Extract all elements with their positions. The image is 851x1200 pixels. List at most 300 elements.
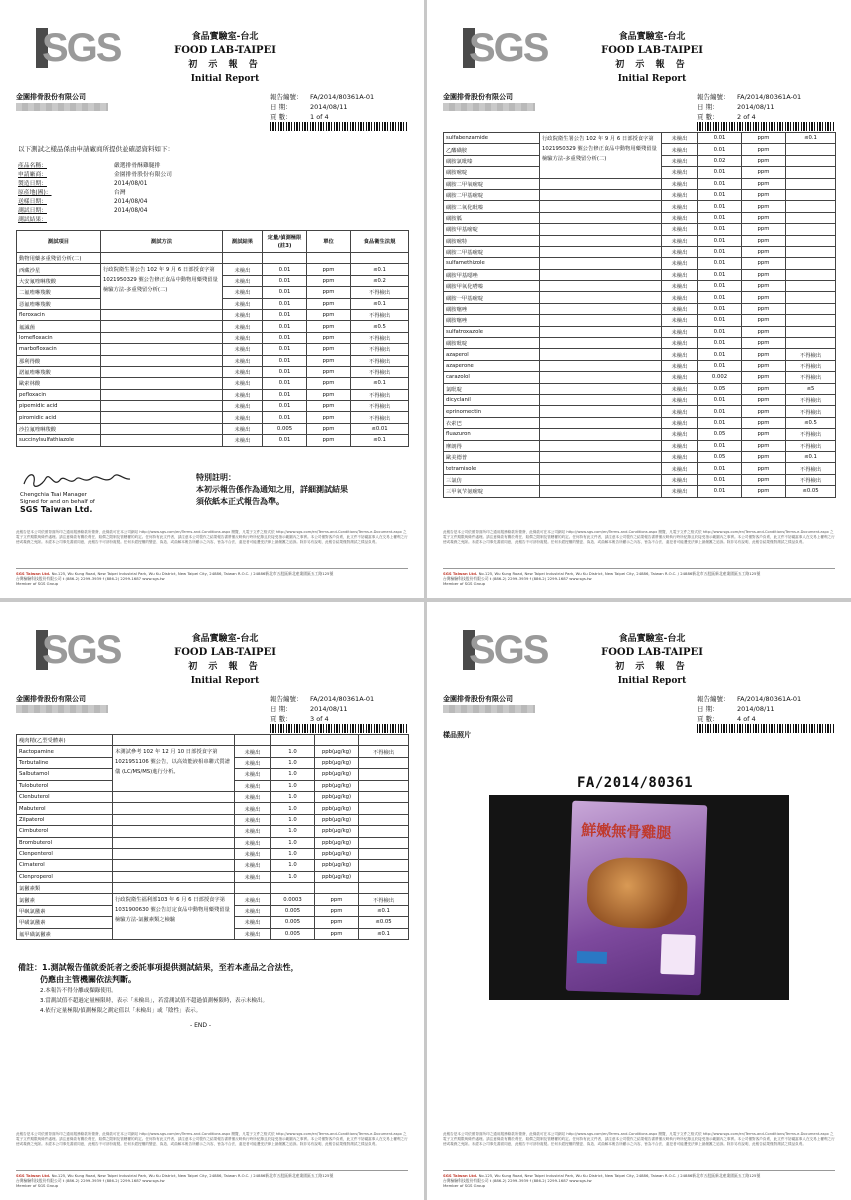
analyte-cell: fluazuron bbox=[444, 429, 540, 440]
empty-cell bbox=[540, 326, 662, 337]
analyte-cell: 歐美德普 bbox=[444, 451, 540, 462]
empty-cell bbox=[540, 338, 662, 349]
analyte-cell: 氟甲磺氯黴素 bbox=[17, 928, 113, 939]
regulation-cell bbox=[786, 167, 836, 178]
empty-cell bbox=[315, 883, 359, 894]
result-cell: 未檢出 bbox=[662, 326, 698, 337]
analyte-cell: 乙醯磺胺 bbox=[444, 144, 540, 155]
unit-cell: ppm bbox=[742, 212, 786, 223]
field-value: 2014/08/04 bbox=[114, 199, 148, 205]
unit-cell: ppm bbox=[307, 355, 351, 366]
limit-cell: 0.01 bbox=[698, 463, 742, 474]
results-table bbox=[16, 734, 409, 940]
unit-cell: ppb(μg/kg) bbox=[315, 837, 359, 848]
table-row bbox=[17, 746, 409, 757]
unit-cell: ppm bbox=[742, 315, 786, 326]
unit-cell: ppm bbox=[307, 378, 351, 389]
regulation-cell: 不得檢出 bbox=[786, 372, 836, 383]
method-cell: 行政院衛生署公告 102 年 9 月 6 日部授食字第1021950329 號公告修正食品中動物用藥殘留量檢驗方法-多重殘留分析(二) bbox=[101, 264, 223, 310]
regulation-cell bbox=[786, 155, 836, 166]
column-header: 測試結果 bbox=[223, 231, 263, 253]
table-row bbox=[17, 321, 409, 332]
redacted-address bbox=[16, 705, 108, 713]
analyte-cell: azaperone bbox=[444, 360, 540, 371]
regulation-cell bbox=[359, 769, 409, 780]
unit-cell: ppm bbox=[307, 275, 351, 286]
table-row bbox=[444, 429, 836, 440]
analyte-cell: 磺胺甲氧化嗒嗪 bbox=[444, 281, 540, 292]
result-cell: 未檢出 bbox=[223, 332, 263, 343]
unit-cell: ppm bbox=[742, 383, 786, 394]
table-row bbox=[444, 235, 836, 246]
unit-cell: ppm bbox=[742, 133, 786, 144]
handwritten-signature bbox=[20, 470, 135, 492]
table-row bbox=[444, 189, 836, 200]
analyte-cell: 惡氟喹啉羧酸 bbox=[17, 298, 101, 309]
table-row bbox=[444, 178, 836, 189]
analyte-cell: Cimbuterol bbox=[17, 826, 113, 837]
regulation-cell bbox=[359, 860, 409, 871]
analyte-cell: sulfabenzamide bbox=[444, 133, 540, 144]
method-cell: 本測試參考 102 年 12 月 10 日部授食字第1021951106 號公告，以高效能液相串聯式質譜儀 (LC/MS/MS)進行分析。 bbox=[113, 746, 235, 792]
limit-cell: 0.01 bbox=[698, 486, 742, 497]
limit-cell: 0.01 bbox=[698, 201, 742, 212]
table-row bbox=[444, 463, 836, 474]
unit-cell: ppm bbox=[742, 440, 786, 451]
empty-cell bbox=[540, 463, 662, 474]
limit-cell: 0.01 bbox=[698, 326, 742, 337]
analyte-cell: 二氟喹啉羧酸 bbox=[17, 287, 101, 298]
regulation-cell bbox=[359, 791, 409, 802]
empty-cell bbox=[351, 253, 409, 264]
signer-company: SGS Taiwan Ltd. bbox=[20, 505, 93, 514]
field-value: 2014/08/04 bbox=[114, 208, 148, 214]
sample-field bbox=[18, 180, 172, 189]
empty-cell bbox=[315, 735, 359, 746]
limit-cell: 0.01 bbox=[698, 338, 742, 349]
unit-cell: ppm bbox=[742, 189, 786, 200]
regulation-cell: 不得檢出 bbox=[786, 440, 836, 451]
empty-cell bbox=[540, 224, 662, 235]
unit-cell: ppm bbox=[742, 349, 786, 360]
result-cell: 未檢出 bbox=[235, 917, 271, 928]
result-cell: 未檢出 bbox=[235, 928, 271, 939]
analyte-cell: 大安氟喹啉羧酸 bbox=[17, 275, 101, 286]
regulation-cell: 不得檢出 bbox=[786, 360, 836, 371]
regulation-cell bbox=[786, 189, 836, 200]
result-cell: 未檢出 bbox=[235, 746, 271, 757]
report-page-3 bbox=[0, 602, 424, 1200]
limit-cell: 0.01 bbox=[698, 417, 742, 428]
remarks: 備註：1.測試報告僅就委託者之委託事項提供測試結果，至若本產品之合法性， 仍應由主管機關依法判斷。 2.本報告不得分離或擷錄使用。 3.當測試值不超過定量極限時，表示「未檢出」，若當測試值不超過偵測極限時，表示未檢出。 4.依行定量極限/偵測極限之測定值以「未檢出」或「陰性」表示。 bbox=[18, 963, 299, 1014]
redacted-address bbox=[16, 103, 108, 111]
client-name: 金園排骨股份有限公司 bbox=[443, 695, 513, 703]
unit-cell: ppm bbox=[742, 474, 786, 485]
table-row bbox=[444, 292, 836, 303]
regulation-cell bbox=[786, 269, 836, 280]
limit-cell: 0.01 bbox=[263, 309, 307, 320]
analyte-cell: Terbutaline bbox=[17, 757, 113, 768]
analyte-cell: 摩朗得 bbox=[444, 440, 540, 451]
intro-text: 以下測試之樣品係由申請廠商所提供並確認資料如下： bbox=[18, 145, 174, 153]
table-row bbox=[17, 826, 409, 837]
regulation-cell: 不得檢出 bbox=[786, 406, 836, 417]
result-cell: 未檢出 bbox=[662, 474, 698, 485]
unit-cell: ppm bbox=[307, 423, 351, 434]
empty-cell bbox=[271, 883, 315, 894]
result-cell: 未檢出 bbox=[223, 309, 263, 320]
analyte-cell: 磺胺嘧啶 bbox=[444, 167, 540, 178]
report-header: 食品實驗室-台北 FOOD LAB-TAIPEI 初 示 報 告 Initial Report bbox=[601, 32, 703, 84]
package-label: 鮮嫩無骨雞腿 bbox=[581, 821, 672, 843]
result-cell: 未檢出 bbox=[662, 451, 698, 462]
result-cell: 未檢出 bbox=[662, 303, 698, 314]
empty-cell bbox=[540, 417, 662, 428]
group-row bbox=[17, 735, 409, 746]
empty-cell bbox=[101, 378, 223, 389]
limit-cell: 1.0 bbox=[271, 860, 315, 871]
limit-cell: 1.0 bbox=[271, 848, 315, 859]
regulation-cell bbox=[786, 144, 836, 155]
unit-cell: ppm bbox=[742, 292, 786, 303]
result-cell: 未檢出 bbox=[662, 463, 698, 474]
regulation-cell bbox=[359, 848, 409, 859]
analyte-cell: 磺胺嘧特 bbox=[444, 235, 540, 246]
empty-cell bbox=[113, 814, 235, 825]
limit-cell: 0.01 bbox=[263, 435, 307, 446]
regulation-cell: ≤0.5 bbox=[351, 321, 409, 332]
sample-fields bbox=[18, 162, 172, 225]
sample-photo bbox=[489, 795, 789, 1000]
unit-cell: ppb(μg/kg) bbox=[315, 803, 359, 814]
analyte-cell: piromidic acid bbox=[17, 412, 101, 423]
limit-cell: 0.01 bbox=[698, 167, 742, 178]
unit-cell: ppm bbox=[307, 389, 351, 400]
limit-cell: 0.01 bbox=[698, 235, 742, 246]
empty-cell bbox=[307, 253, 351, 264]
terms-fine-print: 此報告是本公司依照背面所印之通用服務條款所簽發，此條款可在本公司網站 http://www.sgs.com/en/Terms-and-Conditions.aspx 閱覽，凡電子文件之格式依 http://www.sgs.com/en/Terms-and-Conditions/Terms-e-Document.aspx 之電子文件期限與條件處理。請注意條款有關於責任、賠償之限制及管轄權的約定。任何持有此文件者，請注意本公司製作之結果報告書將僅反映執行時所紀錄且於接受指示範圍內之事實。本公司僅對客戶負責，此文件不妨礙當事人在交易上權利之行使或義務之免除。未經本公司事先書面同意，此報告不可部份複製。任何未經授權的變更、偽造、或曲解本報告所顯示之內容，皆為不合法，違犯者可能遭受法律上最嚴厲之追訴。除非另有說明，此報告結果僅對測試之樣品負責。 bbox=[16, 530, 408, 544]
column-header: 測試項目 bbox=[17, 231, 101, 253]
table-row bbox=[17, 803, 409, 814]
result-cell: 未檢出 bbox=[662, 189, 698, 200]
analyte-cell: 磺胺一甲基嘧啶 bbox=[444, 292, 540, 303]
regulation-cell bbox=[359, 871, 409, 882]
result-cell: 未檢出 bbox=[223, 264, 263, 275]
table-row bbox=[444, 281, 836, 292]
result-cell: 未檢出 bbox=[662, 167, 698, 178]
terms-fine-print: 此報告是本公司依照背面所印之通用服務條款所簽發，此條款可在本公司網站 http://www.sgs.com/en/Terms-and-Conditions.aspx 閱覽，凡電子文件之格式依 http://www.sgs.com/en/Terms-and-Conditions/Terms-e-Document.aspx 之電子文件期限與條件處理。請注意條款有關於責任、賠償之限制及管轄權的約定。任何持有此文件者，請注意本公司製作之結果報告書將僅反映執行時所紀錄且於接受指示範圍內之事實。本公司僅對客戶負責，此文件不妨礙當事人在交易上權利之行使或義務之免除。未經本公司事先書面同意，此報告不可部份複製。任何未經授權的變更、偽造、或曲解本報告所顯示之內容，皆為不合法，違犯者可能遭受法律上最嚴厲之追訴。除非另有說明，此報告結果僅對測試之樣品負責。 bbox=[443, 1132, 835, 1146]
column-header: 單位 bbox=[307, 231, 351, 253]
result-cell: 未檢出 bbox=[662, 440, 698, 451]
empty-cell bbox=[101, 309, 223, 320]
table-row bbox=[444, 440, 836, 451]
regulation-cell: 不得檢出 bbox=[351, 287, 409, 298]
limit-cell: 0.002 bbox=[698, 372, 742, 383]
unit-cell: ppm bbox=[315, 928, 359, 939]
empty-cell bbox=[113, 860, 235, 871]
unit-cell: ppb(μg/kg) bbox=[315, 814, 359, 825]
analyte-cell: 磺胺氯吡嗪 bbox=[444, 155, 540, 166]
regulation-cell: 不得檢出 bbox=[359, 894, 409, 905]
limit-cell: 0.02 bbox=[698, 155, 742, 166]
analyte-cell: 磺胺噻唑 bbox=[444, 315, 540, 326]
empty-cell bbox=[113, 826, 235, 837]
report-meta: 報告編號： FA/2014/80361A-01 日 期： 2014/08/11 頁 數： 1 of 4 bbox=[270, 93, 375, 121]
result-cell: 未檢出 bbox=[662, 417, 698, 428]
analyte-cell: Zilpaterol bbox=[17, 814, 113, 825]
table-row bbox=[444, 315, 836, 326]
limit-cell: 0.01 bbox=[263, 355, 307, 366]
client-name: 金園排骨股份有限公司 bbox=[443, 93, 513, 101]
regulation-cell bbox=[786, 212, 836, 223]
analyte-cell: marbofloxacin bbox=[17, 344, 101, 355]
result-cell: 未檢出 bbox=[235, 848, 271, 859]
table-row bbox=[444, 406, 836, 417]
table-row bbox=[444, 383, 836, 394]
table-row bbox=[444, 133, 836, 144]
field-value: 嚴選排骨酥雞腿排 bbox=[114, 163, 161, 169]
limit-cell: 1.0 bbox=[271, 814, 315, 825]
analyte-cell: dicyclanil bbox=[444, 394, 540, 405]
unit-cell: ppm bbox=[307, 412, 351, 423]
empty-cell bbox=[101, 321, 223, 332]
empty-cell bbox=[540, 281, 662, 292]
result-cell: 未檢出 bbox=[662, 486, 698, 497]
regulation-cell: ≤0.05 bbox=[786, 486, 836, 497]
limit-cell: 0.01 bbox=[698, 258, 742, 269]
sgs-logo: SGS bbox=[463, 628, 549, 672]
regulation-cell bbox=[786, 315, 836, 326]
limit-cell: 0.01 bbox=[698, 246, 742, 257]
result-cell: 未檢出 bbox=[235, 826, 271, 837]
sample-field bbox=[18, 198, 172, 207]
limit-cell: 0.01 bbox=[263, 321, 307, 332]
report-header: 食品實驗室-台北 FOOD LAB-TAIPEI 初 示 報 告 Initial Report bbox=[601, 634, 703, 686]
regulation-cell bbox=[786, 338, 836, 349]
empty-cell bbox=[113, 735, 235, 746]
table-row bbox=[17, 366, 409, 377]
regulation-cell: ≤0.1 bbox=[359, 928, 409, 939]
result-cell: 未檢出 bbox=[235, 769, 271, 780]
result-cell: 未檢出 bbox=[662, 133, 698, 144]
analyte-cell: 磺胺二甲基嘧啶 bbox=[444, 246, 540, 257]
unit-cell: ppb(μg/kg) bbox=[315, 860, 359, 871]
regulation-cell bbox=[359, 780, 409, 791]
empty-cell bbox=[263, 253, 307, 264]
table-row bbox=[444, 474, 836, 485]
page-count: 4 of 4 bbox=[737, 715, 756, 723]
empty-cell bbox=[540, 349, 662, 360]
product-package bbox=[566, 801, 708, 996]
report-type-cn: 初 示 報 告 bbox=[188, 60, 262, 70]
limit-cell: 0.01 bbox=[263, 344, 307, 355]
regulation-cell bbox=[786, 281, 836, 292]
regulation-cell: 不得檢出 bbox=[351, 412, 409, 423]
analyte-cell: Clenproperol bbox=[17, 871, 113, 882]
table-row bbox=[17, 837, 409, 848]
column-header: 測試方法 bbox=[101, 231, 223, 253]
limit-cell: 0.01 bbox=[698, 440, 742, 451]
empty-cell bbox=[540, 246, 662, 257]
result-cell: 未檢出 bbox=[662, 269, 698, 280]
unit-cell: ppb(μg/kg) bbox=[315, 780, 359, 791]
result-cell: 未檢出 bbox=[235, 803, 271, 814]
report-page-1 bbox=[0, 0, 424, 598]
analyte-cell: lomefloxacin bbox=[17, 332, 101, 343]
regulation-cell: 不得檢出 bbox=[351, 332, 409, 343]
regulation-cell bbox=[359, 757, 409, 768]
result-cell: 未檢出 bbox=[223, 401, 263, 412]
field-value: 2014/08/01 bbox=[114, 181, 148, 187]
limit-cell: 0.01 bbox=[698, 303, 742, 314]
redacted-address bbox=[443, 103, 535, 111]
group-row bbox=[17, 253, 409, 264]
analyte-cell: Brombuterol bbox=[17, 837, 113, 848]
regulation-cell: 不得檢出 bbox=[351, 309, 409, 320]
regulation-cell bbox=[786, 178, 836, 189]
result-cell: 未檢出 bbox=[662, 281, 698, 292]
result-cell: 未檢出 bbox=[223, 412, 263, 423]
analyte-cell: 磺胺甲基噁唑 bbox=[444, 269, 540, 280]
limit-cell: 0.01 bbox=[698, 406, 742, 417]
unit-cell: ppm bbox=[742, 235, 786, 246]
limit-cell: 0.005 bbox=[271, 905, 315, 916]
client-name: 金園排骨股份有限公司 bbox=[16, 695, 86, 703]
field-label: 測試日期： bbox=[18, 208, 47, 214]
unit-cell: ppm bbox=[742, 269, 786, 280]
empty-cell bbox=[113, 871, 235, 882]
unit-cell: ppb(μg/kg) bbox=[315, 769, 359, 780]
table-row bbox=[17, 423, 409, 434]
analyte-cell: pefloxacin bbox=[17, 389, 101, 400]
table-row bbox=[444, 360, 836, 371]
group-label: 瘦肉精(乙型受體素) bbox=[17, 735, 113, 746]
empty-cell bbox=[540, 360, 662, 371]
regulation-cell: 不得檢出 bbox=[786, 349, 836, 360]
empty-cell bbox=[540, 189, 662, 200]
table-row bbox=[444, 201, 836, 212]
table-row bbox=[17, 332, 409, 343]
lab-name-en: FOOD LAB-TAIPEI bbox=[174, 45, 276, 56]
limit-cell: 0.0003 bbox=[271, 894, 315, 905]
limit-cell: 0.01 bbox=[698, 360, 742, 371]
group-row bbox=[17, 883, 409, 894]
result-cell: 未檢出 bbox=[223, 389, 263, 400]
unit-cell: ppm bbox=[307, 264, 351, 275]
limit-cell: 0.01 bbox=[698, 178, 742, 189]
limit-cell: 0.01 bbox=[263, 332, 307, 343]
regulation-cell: ≤0.5 bbox=[786, 417, 836, 428]
analyte-cell: eprinomectin bbox=[444, 406, 540, 417]
unit-cell: ppm bbox=[742, 372, 786, 383]
regulation-cell: ≤0.1 bbox=[359, 905, 409, 916]
sample-field bbox=[18, 189, 172, 198]
report-meta: 報告編號： FA/2014/80361A-01 日 期： 2014/08/11 頁 數： 3 of 4 bbox=[270, 695, 375, 723]
regulation-cell: 不得檢出 bbox=[786, 394, 836, 405]
result-cell: 未檢出 bbox=[235, 814, 271, 825]
empty-cell bbox=[113, 883, 235, 894]
barcode bbox=[697, 724, 835, 733]
empty-cell bbox=[540, 406, 662, 417]
result-cell: 未檢出 bbox=[662, 315, 698, 326]
result-cell: 未檢出 bbox=[223, 355, 263, 366]
unit-cell: ppm bbox=[742, 258, 786, 269]
limit-cell: 0.01 bbox=[263, 298, 307, 309]
unit-cell: ppm bbox=[742, 394, 786, 405]
table-row bbox=[17, 791, 409, 802]
table-row bbox=[444, 326, 836, 337]
limit-cell: 1.0 bbox=[271, 871, 315, 882]
page-count: 1 of 4 bbox=[310, 113, 329, 121]
unit-cell: ppm bbox=[742, 224, 786, 235]
table-row bbox=[444, 417, 836, 428]
regulation-cell: 不得檢出 bbox=[786, 429, 836, 440]
empty-cell bbox=[540, 292, 662, 303]
page-footer: SGS Taiwan Ltd. No.125, Wu Kung Road, New Taipei Industrial Park, Wu Ku District, New Taipei City, 24886, Taiwan R.O.C. / 24886新北市五股區新北產業園區五工路125號 台灣檢驗科技股份有限公司 t (886-2) 2299-3939 f (886-2) 2299-1687 www.sgs.tw Member of SGS Group bbox=[443, 1170, 835, 1188]
unit-cell: ppm bbox=[315, 917, 359, 928]
report-header bbox=[150, 30, 300, 86]
analyte-cell: succinylsulfathiazole bbox=[17, 435, 101, 446]
limit-cell: 1.0 bbox=[271, 757, 315, 768]
analyte-cell: 氯吡啶 bbox=[444, 383, 540, 394]
unit-cell: ppm bbox=[307, 332, 351, 343]
analyte-cell: Clenbuterol bbox=[17, 791, 113, 802]
regulation-cell: ≤0.1 bbox=[351, 298, 409, 309]
field-label: 產品名稱： bbox=[18, 163, 47, 169]
unit-cell: ppm bbox=[307, 321, 351, 332]
regulation-cell: 不得檢出 bbox=[359, 746, 409, 757]
empty-cell bbox=[540, 440, 662, 451]
regulation-cell bbox=[786, 201, 836, 212]
signer-name: Chengchia Tsai Manager bbox=[20, 492, 87, 498]
limit-cell: 0.01 bbox=[698, 224, 742, 235]
limit-cell: 0.01 bbox=[263, 412, 307, 423]
analyte-cell: 三甲氧芐氨嘧啶 bbox=[444, 486, 540, 497]
unit-cell: ppb(μg/kg) bbox=[315, 871, 359, 882]
limit-cell: 0.01 bbox=[698, 212, 742, 223]
analyte-cell: 氯黴素 bbox=[17, 894, 113, 905]
result-cell: 未檢出 bbox=[662, 144, 698, 155]
report-number: FA/2014/80361A-01 bbox=[310, 93, 375, 101]
result-cell: 未檢出 bbox=[662, 338, 698, 349]
analyte-cell: 磺胺二甲氧嘧啶 bbox=[444, 178, 540, 189]
empty-cell bbox=[101, 332, 223, 343]
limit-cell: 1.0 bbox=[271, 746, 315, 757]
analyte-cell: 磺胺噻唑 bbox=[444, 303, 540, 314]
field-label: 製造日期： bbox=[18, 181, 47, 187]
table-row bbox=[444, 303, 836, 314]
limit-cell: 0.01 bbox=[698, 474, 742, 485]
regulation-cell: 不得檢出 bbox=[351, 344, 409, 355]
result-cell: 未檢出 bbox=[223, 287, 263, 298]
table-row bbox=[17, 344, 409, 355]
regulation-cell: ≤0.2 bbox=[351, 275, 409, 286]
limit-cell: 0.01 bbox=[263, 275, 307, 286]
unit-cell: ppm bbox=[742, 246, 786, 257]
limit-cell: 0.01 bbox=[263, 389, 307, 400]
result-cell: 未檢出 bbox=[662, 201, 698, 212]
analyte-cell: pipemidic acid bbox=[17, 401, 101, 412]
unit-cell: ppm bbox=[307, 401, 351, 412]
result-cell: 未檢出 bbox=[662, 383, 698, 394]
result-cell: 未檢出 bbox=[235, 757, 271, 768]
result-cell: 未檢出 bbox=[235, 791, 271, 802]
sample-field bbox=[18, 207, 172, 216]
column-header: 定量/偵測極限(註3) bbox=[263, 231, 307, 253]
table-row bbox=[444, 224, 836, 235]
table-row bbox=[444, 246, 836, 257]
limit-cell: 0.01 bbox=[698, 281, 742, 292]
